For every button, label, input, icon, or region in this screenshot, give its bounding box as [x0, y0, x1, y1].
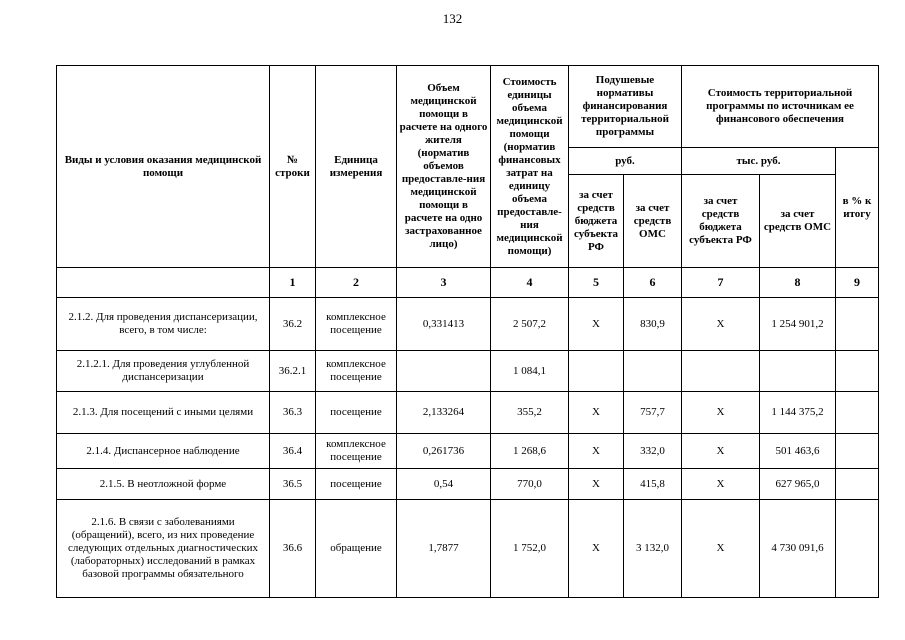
column-number: 3 — [397, 268, 491, 298]
column-number: 2 — [316, 268, 397, 298]
row-code: 36.3 — [270, 392, 316, 434]
row-volume — [397, 351, 491, 392]
row-percent — [836, 351, 879, 392]
table-row — [57, 434, 879, 469]
row-description: 2.1.6. В связи с заболеваниями (обращений), всего, из них проведение следующих отдельных диагностических (лабораторных) исследований в рамках базовой программы обязательного — [57, 500, 270, 598]
header-program-cost: Стоимость территориальной программы по источникам ее финансового обеспечения — [682, 66, 879, 148]
row-oms-rub: 332,0 — [624, 434, 682, 469]
row-budget-rub: Х — [569, 392, 624, 434]
row-code: 36.2.1 — [270, 351, 316, 392]
row-oms-thousand: 1 144 375,2 — [760, 392, 836, 434]
row-unit: посещение — [316, 392, 397, 434]
column-number: 9 — [836, 268, 879, 298]
row-cost: 2 507,2 — [491, 298, 569, 351]
row-volume: 0,54 — [397, 469, 491, 500]
row-oms-rub — [624, 351, 682, 392]
header-view: Виды и условия оказания медицинской помощи — [57, 66, 270, 268]
column-number: 1 — [270, 268, 316, 298]
row-unit: посещение — [316, 469, 397, 500]
header-per-capita-norms: Подушевые нормативы финансирования территориальной программы — [569, 66, 682, 148]
row-budget-rub: Х — [569, 500, 624, 598]
table-row — [57, 500, 879, 598]
row-cost: 355,2 — [491, 392, 569, 434]
row-cost: 1 752,0 — [491, 500, 569, 598]
header-unit: Единица измерения — [316, 66, 397, 268]
row-description: 2.1.2.1. Для проведения углубленной диспансеризации — [57, 351, 270, 392]
row-budget-rub: Х — [569, 434, 624, 469]
table-header — [57, 66, 879, 268]
table-row — [57, 469, 879, 500]
row-percent — [836, 500, 879, 598]
header-unit-rub: руб. — [569, 148, 682, 175]
row-percent — [836, 392, 879, 434]
header-budget-rub: за счет средств бюджета субъекта РФ — [569, 175, 624, 268]
table-row — [57, 351, 879, 392]
row-cost: 1 268,6 — [491, 434, 569, 469]
column-number: 4 — [491, 268, 569, 298]
header-row-number: № строки — [270, 66, 316, 268]
column-number: 7 — [682, 268, 760, 298]
column-number: 6 — [624, 268, 682, 298]
header-oms-thousand: за счет средств ОМС — [760, 175, 836, 268]
row-budget-thousand — [682, 351, 760, 392]
row-volume: 0,261736 — [397, 434, 491, 469]
header-unit-thousand-rub: тыс. руб. — [682, 148, 836, 175]
table-row — [57, 392, 879, 434]
row-oms-thousand: 501 463,6 — [760, 434, 836, 469]
row-budget-thousand: Х — [682, 469, 760, 500]
row-cost: 1 084,1 — [491, 351, 569, 392]
row-budget-rub — [569, 351, 624, 392]
header-percent: в % к итогу — [836, 148, 879, 268]
row-unit: комплексное посещение — [316, 434, 397, 469]
row-code: 36.6 — [270, 500, 316, 598]
row-description: 2.1.4. Диспансерное наблюдение — [57, 434, 270, 469]
row-percent — [836, 434, 879, 469]
row-volume: 2,133264 — [397, 392, 491, 434]
row-percent — [836, 469, 879, 500]
header-oms-rub: за счет средств ОМС — [624, 175, 682, 268]
row-oms-thousand: 4 730 091,6 — [760, 500, 836, 598]
row-oms-thousand: 627 965,0 — [760, 469, 836, 500]
row-description: 2.1.3. Для посещений с иными целями — [57, 392, 270, 434]
row-oms-rub: 415,8 — [624, 469, 682, 500]
row-percent — [836, 298, 879, 351]
row-description: 2.1.5. В неотложной форме — [57, 469, 270, 500]
row-code: 36.4 — [270, 434, 316, 469]
financing-table — [56, 65, 879, 598]
row-oms-thousand — [760, 351, 836, 392]
row-volume: 1,7877 — [397, 500, 491, 598]
row-cost: 770,0 — [491, 469, 569, 500]
row-description: 2.1.2. Для проведения диспансеризации, всего, в том числе: — [57, 298, 270, 351]
row-budget-thousand: Х — [682, 500, 760, 598]
row-volume: 0,331413 — [397, 298, 491, 351]
column-number: 5 — [569, 268, 624, 298]
row-code: 36.2 — [270, 298, 316, 351]
table-row — [57, 298, 879, 351]
row-unit: комплексное посещение — [316, 298, 397, 351]
row-oms-rub: 3 132,0 — [624, 500, 682, 598]
page-number: 132 — [442, 11, 463, 26]
row-budget-thousand: Х — [682, 298, 760, 351]
row-unit: комплексное посещение — [316, 351, 397, 392]
row-oms-thousand: 1 254 901,2 — [760, 298, 836, 351]
column-numbers-row — [57, 268, 879, 298]
row-oms-rub: 757,7 — [624, 392, 682, 434]
row-oms-rub: 830,9 — [624, 298, 682, 351]
row-budget-rub: Х — [569, 298, 624, 351]
row-budget-rub: Х — [569, 469, 624, 500]
column-number — [57, 268, 270, 298]
row-budget-thousand: Х — [682, 392, 760, 434]
header-unit-cost: Стоимость единицы объема медицинской помощи (норматив финансовых затрат на единицу объема предоставле-ния медицинской помощи) — [491, 66, 569, 268]
column-number: 8 — [760, 268, 836, 298]
row-budget-thousand: Х — [682, 434, 760, 469]
row-unit: обращение — [316, 500, 397, 598]
row-code: 36.5 — [270, 469, 316, 500]
header-volume: Объем медицинской помощи в расчете на одного жителя (норматив объемов предоставле-ния медицинской помощи в расчете на одно застрахованное лицо) — [397, 66, 491, 268]
header-budget-thousand: за счет средств бюджета субъекта РФ — [682, 175, 760, 268]
